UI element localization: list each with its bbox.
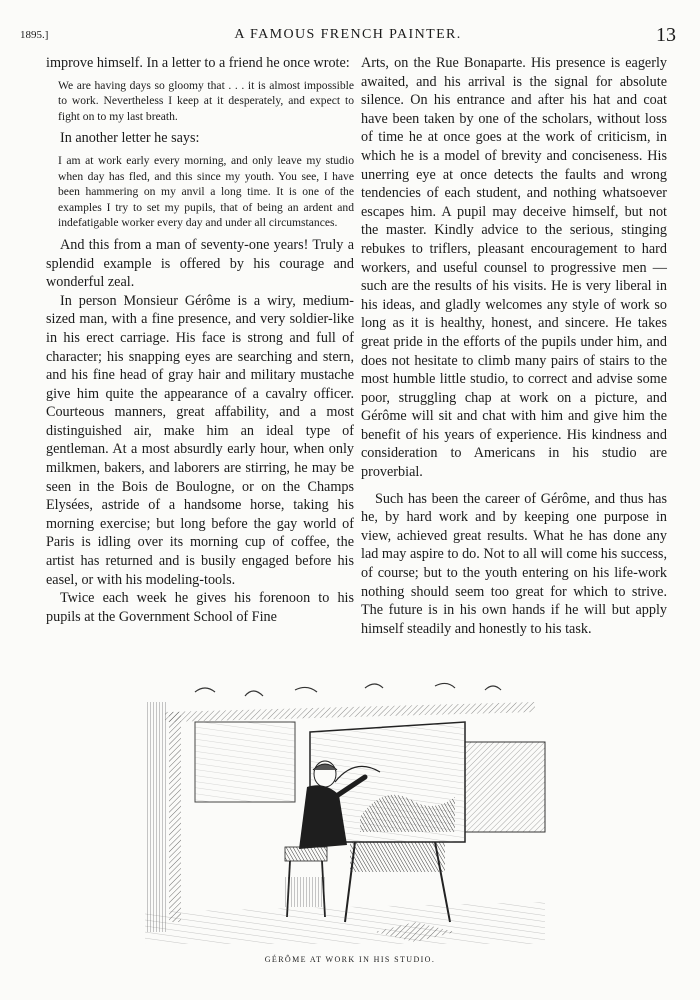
quoted-letter: We are having days so gloomy that . . . it is almost impossible to work. Nevertheless I keep at it desperately, and expect to fight on to my last breath. <box>58 78 354 123</box>
page-header <box>20 24 676 50</box>
running-title: A FAMOUS FRENCH PAINTER. <box>234 27 462 42</box>
paragraph: Twice each week he gives his forenoon to his pupils at the Government School of Fine <box>46 590 354 625</box>
engraving-image <box>135 682 555 944</box>
illustration-caption: GÉRÔME AT WORK IN HIS STUDIO. <box>264 955 436 964</box>
quoted-letter: I am at work early every morning, and only leave my studio when day has fled, and this since my youth. You see, I have been hammering on my anvil a long time. It is one of the examples I try to set my pupils, that of being an ardent and indefatigable worker every day and under all circumstances. <box>58 153 354 230</box>
paragraph: improve himself. In a letter to a friend he once wrote: <box>46 55 350 71</box>
paragraph: In another letter he says: <box>60 130 200 147</box>
studio-illustration <box>135 682 555 944</box>
paragraph: Such has been the career of Gérôme, and thus has he, by hard work and by keeping one purpose in view, achieved great results. What he has done any lad may aspire to do. Not to all will come his success, of course; but to the youth entering on his life-work nothing should seem too great for which to strive. The future is in his own hands if he will but apply himself steadily and honestly to his task. <box>361 490 667 637</box>
paragraph: Arts, on the Rue Bonaparte. His presence is eagerly awaited, and his arrival is the signal for absolute silence. On his entrance and after his hat and coat have been taken by one of the scholars, without loss of time he at once goes at the work of criticism, in which he is a model of brevity and conciseness. His unerring eye at once detects the faults and wrong tendencies of each student, and nothing whatsoever escapes him. A pupil may deceive himself, but not the master. Kindly advice to the serious, stinging rebukes to triflers, pleasant encouragement to hard workers, and useful counsel to progressive men — such are the results of his visits. He is very liberal in his ideas, and gladly welcomes any style of work so long as it is healthy, honest, and sincere. He takes great pride in the efforts of the pupils under him, and does not hesitate to climb many pairs of stairs to the most humble little studio, to correct and advise some poor, struggling chap at work on a picture, and Gérôme will sit and chat with him and give him the benefit of his years of experience. His kindness and consideration to Americans in his studio are proverbial. <box>361 55 667 481</box>
issue-year: 1895.] <box>20 29 49 41</box>
left-column <box>46 54 354 626</box>
page-number: 13 <box>656 24 676 46</box>
paragraph: In person Monsieur Gérôme is a wiry, medium-sized man, with a fine presence, and very soldier-like in his erect carriage. His face is strong and full of character; his snapping eyes are searching and stern, and his fine head of gray hair and military mustache give him quite the appearance of a cavalry officer. Courteous manners, great affability, and a most distinguished air, make him an ideal type of gentleman. At a most absurdly early hour, when only milkmen, bakers, and laborers are stirring, he may be seen in the Bois de Boulogne, or on the Champs Elysées, astride of a handsome horse, taking his morning exercise; but long before the gay world of Paris is idling over its morning cup of coffee, the artist has returned and is busily engaged before his easel, or with his modeling-tools. <box>46 292 354 588</box>
paragraph: And this from a man of seventy-one years! Truly a splendid example is offered by his courage and wonderful zeal. <box>46 236 354 291</box>
right-column <box>361 54 667 638</box>
